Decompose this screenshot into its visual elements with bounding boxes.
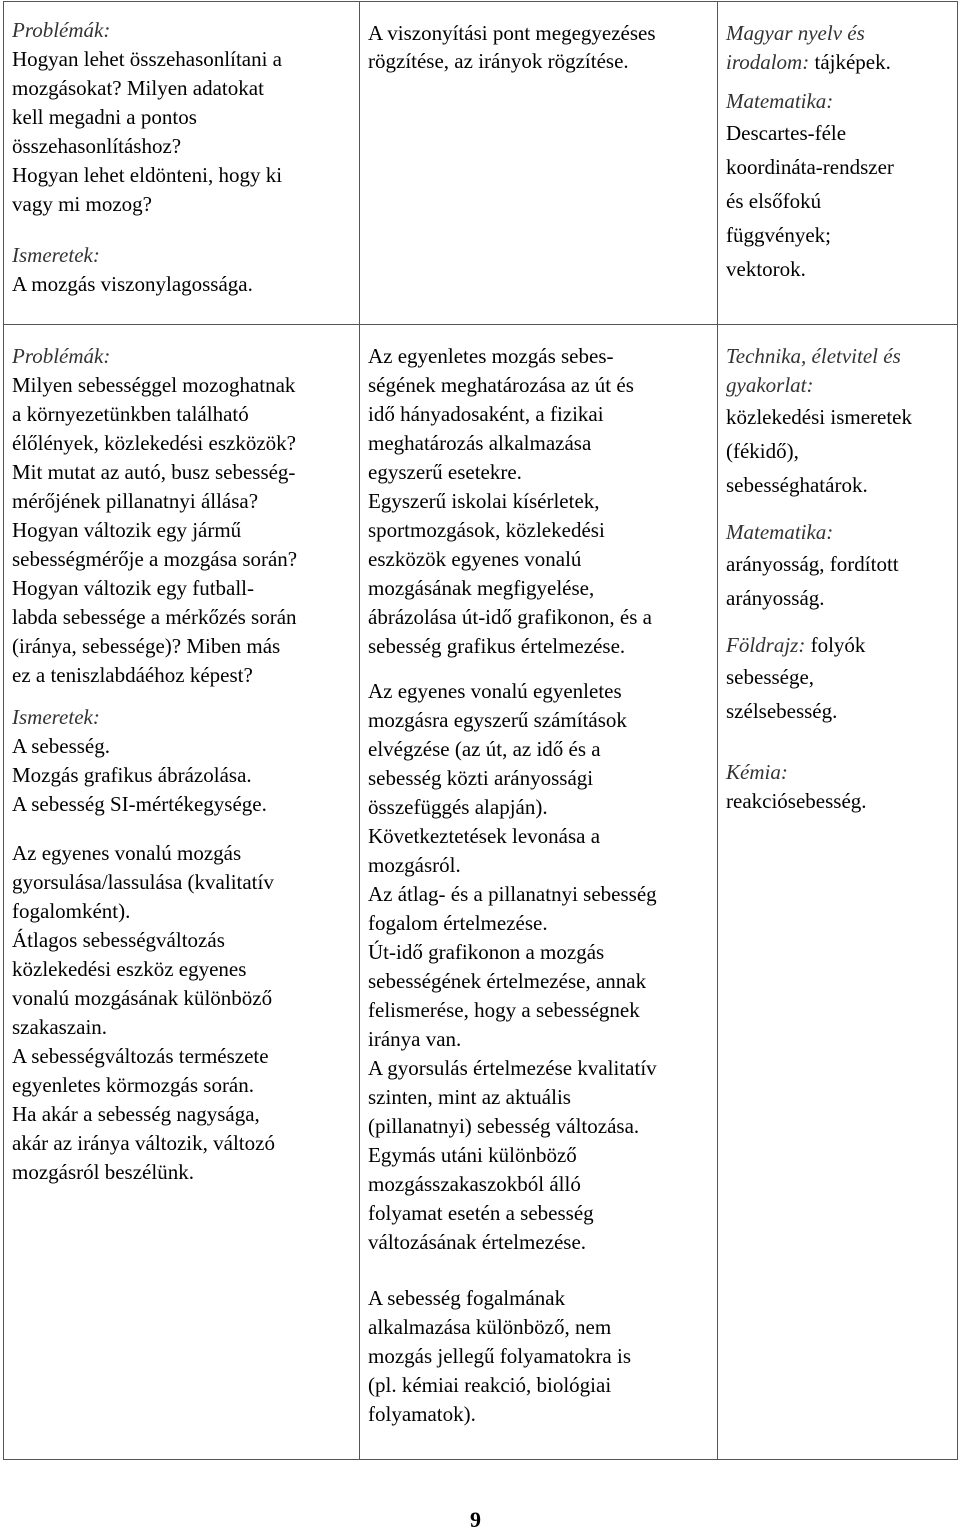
text-line: Egyszerű iskolai kísérletek, xyxy=(368,489,600,514)
text-line: Hogyan változik egy futball- xyxy=(12,576,255,601)
text-line: a környezetünkben található xyxy=(12,402,249,427)
text-line: akár az iránya változik, változó xyxy=(12,1131,275,1156)
text-line: Hogyan lehet összehasonlítani a xyxy=(12,47,283,71)
subject-label: Földrajz: xyxy=(726,633,806,658)
text-line: Átlagos sebességváltozás xyxy=(12,928,225,953)
text-line: szakaszain. xyxy=(12,1015,108,1040)
row2-problems-cell xyxy=(4,325,360,1460)
text-line: Milyen sebességgel mozoghatnak xyxy=(12,373,296,398)
text-line: élőlények, közlekedési eszközök? xyxy=(12,431,296,456)
text-line: iránya van. xyxy=(368,1027,462,1052)
text-line: egyszerű esetekre. xyxy=(368,460,522,485)
text-line: Az átlag- és a pillanatnyi sebesség xyxy=(368,882,657,907)
text-line: fogalomként). xyxy=(12,899,131,924)
subject-text xyxy=(726,660,957,728)
text-line: A sebesség fogalmának xyxy=(368,1286,566,1311)
text-line: mozgásról beszélünk. xyxy=(12,1160,194,1185)
knowledge-list xyxy=(12,270,359,299)
problems-label: Problémák: xyxy=(12,344,111,369)
text-line: ábrázolása út-idő grafikonon, és a xyxy=(368,605,652,630)
text-line: egyenletes körmozgás során. xyxy=(12,1073,255,1098)
table-row xyxy=(4,325,958,1460)
text-line: A sebesség SI-mértékegysége. xyxy=(12,792,267,817)
text-line: Következtetések levonása a xyxy=(368,824,601,849)
problems-label: Problémák: xyxy=(12,18,111,42)
table-row xyxy=(4,2,958,325)
text-line: (pillanatnyi) sebesség változása. xyxy=(368,1114,640,1139)
subject-text xyxy=(726,547,957,615)
text-line: rögzítése, az irányok rögzítése. xyxy=(368,49,629,73)
curriculum-table xyxy=(3,1,958,1460)
subject-label: Magyar nyelv és xyxy=(726,21,865,45)
activities-text xyxy=(368,19,717,75)
subject-line xyxy=(726,48,957,77)
text-line: vektorok. xyxy=(726,257,806,281)
activities-text xyxy=(368,677,717,1257)
text-line: közlekedési ismeretek xyxy=(726,405,913,430)
text-line: szinten, mint az aktuális xyxy=(368,1085,571,1110)
subject-text: folyók xyxy=(805,633,866,658)
text-line: Az egyenletes mozgás sebes- xyxy=(368,344,614,369)
text-line: összehasonlításhoz? xyxy=(12,134,182,158)
text-line: Mozgás grafikus ábrázolása. xyxy=(12,763,252,788)
text-line: idő hányadosaként, a fizikai xyxy=(368,402,604,427)
text-line: mozgásának megfigyelése, xyxy=(368,576,595,601)
row1-problems-cell xyxy=(4,2,360,325)
subject-label: Technika, életvitel és xyxy=(726,344,901,369)
activities-text xyxy=(368,1284,717,1429)
subject-text xyxy=(726,400,957,502)
text-line: és elsőfokú xyxy=(726,189,822,213)
text-line: folyamat esetén a sebesség xyxy=(368,1201,594,1226)
text-line: A gyorsulás értelmezése kvalitatív xyxy=(368,1056,657,1081)
text-line: mozgásra egyszerű számítások xyxy=(368,708,627,733)
text-line: sebesség grafikus értelmezése. xyxy=(368,634,626,659)
knowledge-label: Ismeretek: xyxy=(12,243,100,267)
knowledge-list xyxy=(12,732,359,819)
text-line: elvégzése (az út, az idő és a xyxy=(368,737,601,762)
text-line: vagy mi mozog? xyxy=(12,192,152,216)
knowledge-label: Ismeretek: xyxy=(12,705,100,730)
text-line: szélsebesség. xyxy=(726,699,838,724)
text-line: Hogyan változik egy jármű xyxy=(12,518,242,543)
problems-list xyxy=(12,45,359,219)
knowledge-list xyxy=(12,839,359,1187)
text-line: alkalmazása különböző, nem xyxy=(368,1315,612,1340)
subject-text xyxy=(726,116,957,286)
text-line: A sebesség. xyxy=(12,734,110,759)
subject-label: irodalom: xyxy=(726,50,810,74)
text-line: sebesség közti arányossági xyxy=(368,766,594,791)
subject-label: Matematika: xyxy=(726,520,834,545)
subject-label: Kémia: xyxy=(726,760,788,785)
text-line: mozgás jellegű folyamatokra is xyxy=(368,1344,632,1369)
row2-activities-cell xyxy=(360,325,718,1460)
text-line: (pl. kémiai reakció, biológiai xyxy=(368,1373,612,1398)
text-line: eszközök egyenes vonalú xyxy=(368,547,582,572)
subject-text xyxy=(726,787,957,816)
text-line: felismerése, hogy a sebességnek xyxy=(368,998,640,1023)
text-line: (fékidő), xyxy=(726,439,799,464)
row1-connections-cell xyxy=(718,2,958,325)
text-line: közlekedési eszköz egyenes xyxy=(12,957,247,982)
text-line: mérőjének pillanatnyi állása? xyxy=(12,489,259,514)
text-line: ez a teniszlabdáéhoz képest? xyxy=(12,663,253,688)
text-line: fogalom értelmezése. xyxy=(368,911,548,936)
text-line: labda sebessége a mérkőzés során xyxy=(12,605,297,630)
text-line: vonalú mozgásának különböző xyxy=(12,986,273,1011)
text-line: kell megadni a pontos xyxy=(12,105,197,129)
text-line: A viszonyítási pont megegyezéses xyxy=(368,21,656,45)
text-line: sebességmérője a mozgása során? xyxy=(12,547,298,572)
text-line: A sebességváltozás természete xyxy=(12,1044,269,1069)
subject-label: Matematika: xyxy=(726,89,834,113)
text-line: Az egyenes vonalú mozgás xyxy=(12,841,242,866)
text-line: Hogyan lehet eldönteni, hogy ki xyxy=(12,163,283,187)
row2-connections-cell xyxy=(718,325,958,1460)
text-line: folyamatok). xyxy=(368,1402,476,1427)
text-line: Az egyenes vonalú egyenletes xyxy=(368,679,622,704)
text-line: változásának értelmezése. xyxy=(368,1230,587,1255)
text-line: mozgásszakaszokból álló xyxy=(368,1172,581,1197)
text-line: mozgásokat? Milyen adatokat xyxy=(12,76,264,100)
page-number: 9 xyxy=(470,1507,481,1532)
text-line: ségének meghatározása az út és xyxy=(368,373,634,398)
subject-label: gyakorlat: xyxy=(726,373,814,398)
text-line: összefüggés alapján). xyxy=(368,795,548,820)
row1-activities-cell xyxy=(360,2,718,325)
problems-list xyxy=(12,371,359,690)
text-line: meghatározás alkalmazása xyxy=(368,431,592,456)
text-line: arányosság. xyxy=(726,586,825,611)
text-line: Egymás utáni különböző xyxy=(368,1143,577,1168)
text-line: sebessége, xyxy=(726,665,815,690)
subject-text: tájképek. xyxy=(809,50,891,74)
text-line: arányosság, fordított xyxy=(726,552,899,577)
text-line: Descartes-féle xyxy=(726,121,847,145)
subject-line xyxy=(726,631,957,660)
text-line: reakciósebesség. xyxy=(726,789,867,814)
text-line: sportmozgások, közlekedési xyxy=(368,518,605,543)
text-line: koordináta-rendszer xyxy=(726,155,894,179)
text-line: függvények; xyxy=(726,223,831,247)
text-line: Mit mutat az autó, busz sebesség- xyxy=(12,460,296,485)
text-line: A mozgás viszonylagossága. xyxy=(12,272,253,296)
text-line: mozgásról. xyxy=(368,853,461,878)
activities-text xyxy=(368,342,717,661)
text-line: gyorsulása/lassulása (kvalitatív xyxy=(12,870,274,895)
text-line: sebességhatárok. xyxy=(726,473,868,498)
text-line: sebességének értelmezése, annak xyxy=(368,969,647,994)
text-line: Ha akár a sebesség nagysága, xyxy=(12,1102,260,1127)
text-line: Út-idő grafikonon a mozgás xyxy=(368,940,605,965)
text-line: (iránya, sebessége)? Miben más xyxy=(12,634,281,659)
